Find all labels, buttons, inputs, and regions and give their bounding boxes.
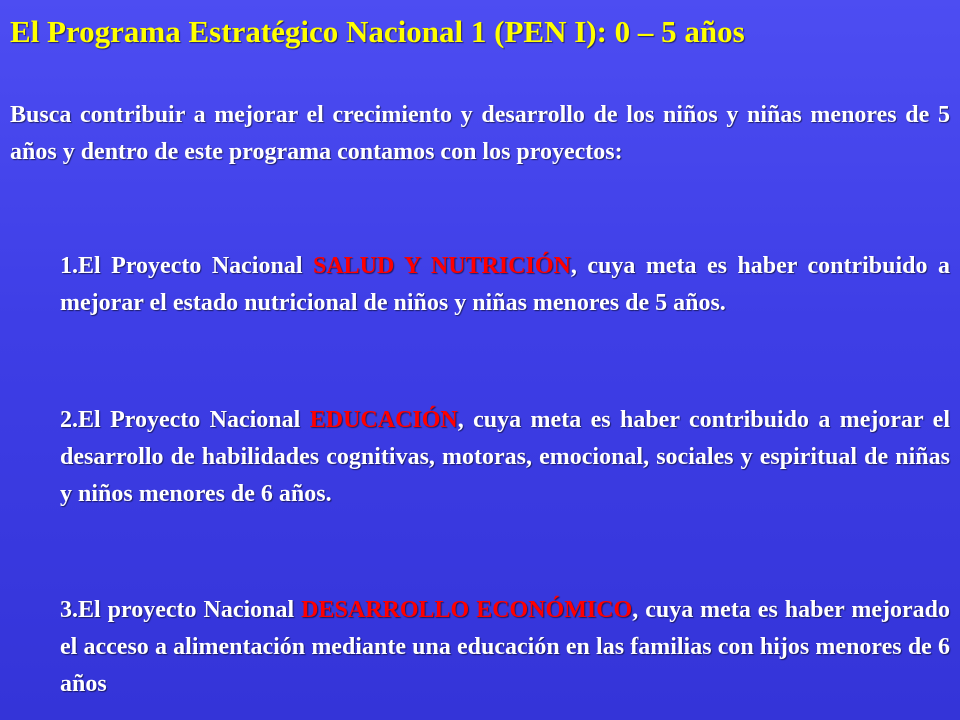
project-item-prefix: 2.El Proyecto Nacional [60,407,310,433]
project-item-health-nutrition [60,248,950,322]
project-item-description: , cuya meta es haber contribuido a mejorar el desarrollo de habilidades cognitivas, motoras, emocional, sociales y espiritual de niñas y niños menores de 6 años. [60,407,951,507]
project-name-highlight: EDUCACIÓN [309,407,458,433]
project-name-highlight: DESARROLLO ECONÓMICO [301,597,633,623]
project-item-description: , cuya meta es haber contribuido a mejorar el estado nutricional de niños y niñas menores de 5 años. [60,253,950,316]
project-item-education [60,402,950,513]
intro-paragraph: Busca contribuir a mejorar el crecimiento y desarrollo de los niños y niñas menores de 5 años y dentro de este programa contamos con los proyectos: [10,102,950,165]
project-item-prefix: 1.El Proyecto Nacional [60,253,313,279]
project-item-economic-development [60,592,950,703]
project-item-prefix: 3.El proyecto Nacional [60,597,302,623]
project-name-highlight: SALUD Y NUTRICIÓN [312,253,571,279]
project-item-description: , cuya meta es haber mejorado el acceso a alimentación mediante una educación en las familias con hijos menores de 6 años [60,597,950,697]
slide-title: El Programa Estratégico Nacional 1 (PEN I): 0 – 5 años [10,14,745,49]
